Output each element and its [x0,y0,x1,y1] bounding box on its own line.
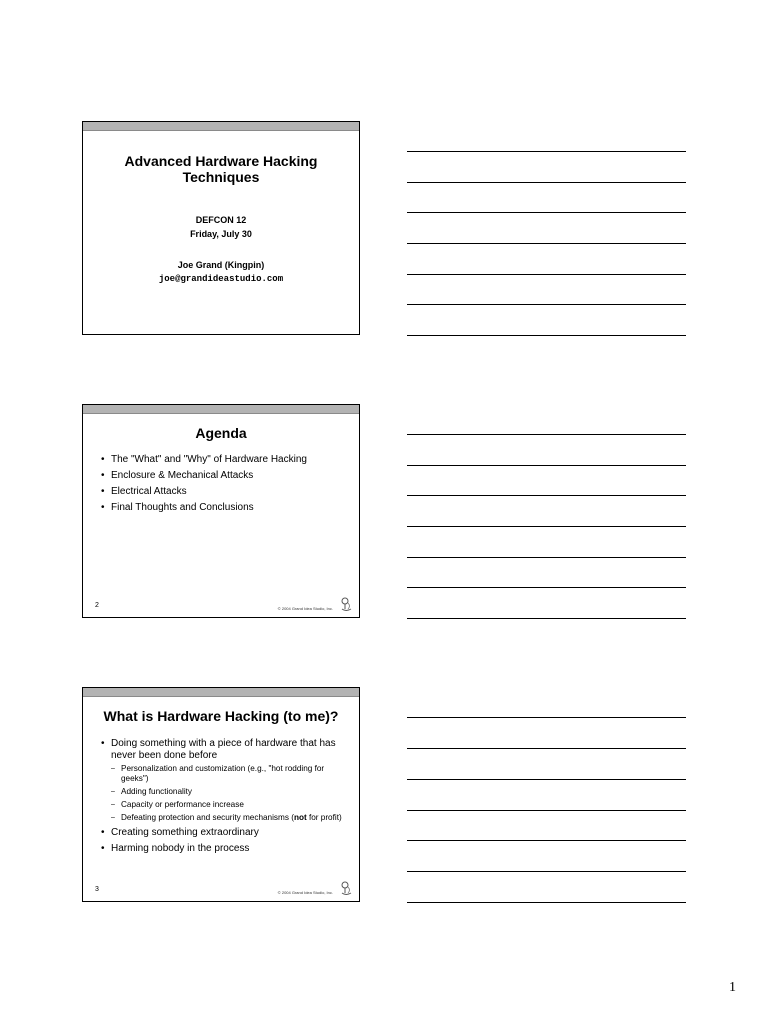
copyright-notice: © 2004 Grand Idea Studio, Inc. [277,890,333,895]
note-line [407,495,686,496]
note-line [407,212,686,213]
slide-header-bar [83,405,359,414]
list-item: • Enclosure & Mechanical Attacks [99,470,349,482]
sub-list-item: – Personalization and customization (e.g., "hot rodding for geeks") [111,764,349,784]
note-line [407,434,686,435]
note-line [407,902,686,903]
sub-list-item: – Adding functionality [111,787,349,797]
slide-header-bar [83,122,359,131]
list-item: • Electrical Attacks [99,486,349,498]
note-line [407,779,686,780]
list-item: • Final Thoughts and Conclusions [99,502,349,514]
slide-number: 2 [95,602,99,609]
company-logo-icon [339,881,353,897]
event-date: Friday, July 30 [190,229,252,239]
author-email: joe@grandideastudio.com [158,274,284,284]
slide-3 [82,687,360,902]
copyright-notice: © 2004 Grand Idea Studio, Inc. [277,606,333,611]
note-line [407,465,686,466]
company-logo-icon [339,597,353,613]
slide-1-title-line-1: Advanced Hardware Hacking [124,153,318,169]
event-name: DEFCON 12 [195,215,247,225]
emphasis-text: not [293,813,307,822]
note-line [407,557,686,558]
slide-header-bar [83,688,359,697]
note-line [407,335,686,336]
list-item: • The "What" and "Why" of Hardware Hacking [99,454,349,466]
slide-2-title: Agenda [195,425,247,441]
note-line [407,748,686,749]
note-line [407,840,686,841]
note-line [407,810,686,811]
slide-1 [82,121,360,335]
note-line [407,243,686,244]
note-line [407,717,686,718]
slide-2 [82,404,360,618]
list-item: • Harming nobody in the process [99,843,349,855]
note-line [407,618,686,619]
definition-list [99,738,349,859]
sub-list [111,764,349,823]
note-line [407,304,686,305]
note-line [407,871,686,872]
note-line [407,151,686,152]
list-item: • Creating something extraordinary [99,827,349,839]
sub-list-item [111,813,349,823]
note-line [407,526,686,527]
slide-3-title: What is Hardware Hacking (to me)? [103,708,339,724]
sub-text: Defeating protection and security mechanisms ( [121,813,294,822]
bullet-text: Doing something with a piece of hardware that has never been done before [111,738,336,761]
note-line [407,274,686,275]
slide-number: 3 [95,886,99,893]
list-item [99,738,349,823]
slide-1-title-line-2: Techniques [182,169,260,185]
note-line [407,182,686,183]
note-line [407,587,686,588]
sub-text: for profit) [306,813,342,822]
agenda-list [99,454,349,518]
sub-list-item: – Capacity or performance increase [111,800,349,810]
page-number: 1 [729,980,736,995]
author-name: Joe Grand (Kingpin) [177,260,265,270]
